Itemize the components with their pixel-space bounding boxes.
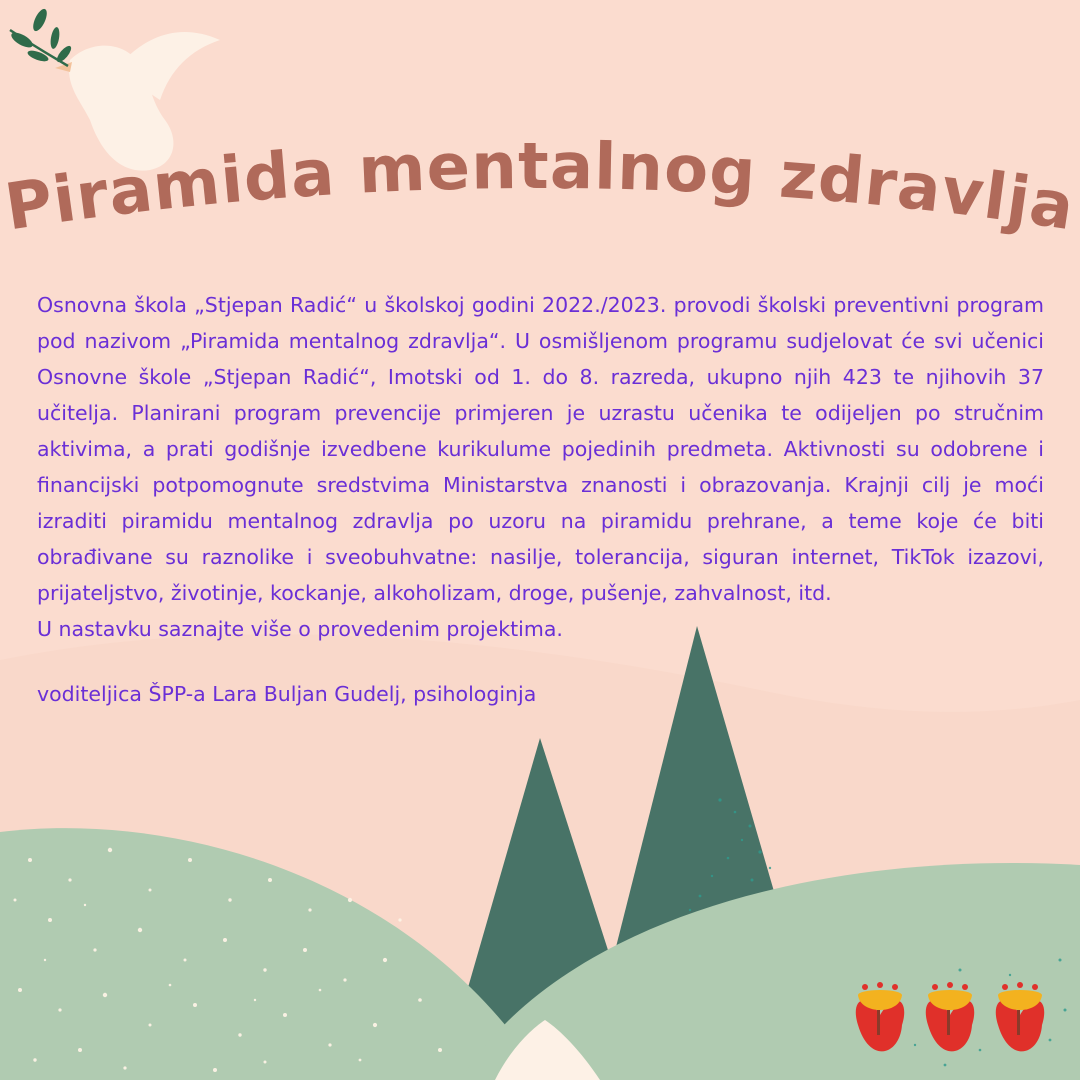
page-title bbox=[1, 130, 1080, 245]
closing-line: U nastavku saznajte više o provedenim projektima. bbox=[37, 617, 563, 641]
description-text: Osnovna škola „Stjepan Radić“ u školskoj godini 2022./2023. provodi školski preventivni program pod nazivom „Piramida mentalnog zdravlja“. U osmišljenom programu sudjelovat će svi učenici Osnovne škole „Stjepan Radić“, Imotski od 1. do 8. razreda, ukupno njih 423 te njihovih 37 učitelja. Planirani program prevencije primjeren je uzrastu učenika te odijeljen po stručnim aktivima, a prati godišnje izvedbene kurikulume pojedinih predmeta. Aktivnosti su odobrene i financijski potpomognute sredstvima Ministarstva znanosti i obrazovanja. Krajnji cilj je moći izraditi piramidu mentalnog zdravlja po uzoru na piramidu prehrane, a teme koje će biti obrađivane su raznolike i sveobuhvatne: nasilje, tolerancija, siguran internet, TikTok izazovi, prijateljstvo, životinje, kockanje, alkoholizam, droge, pušenje, zahvalnost, itd. bbox=[37, 293, 1044, 605]
description-paragraph bbox=[37, 287, 1044, 647]
page-title-text: Piramida mentalnog zdravlja bbox=[0, 129, 1080, 246]
signature-line: voditeljica ŠPP-a Lara Buljan Gudelj, psihologinja bbox=[37, 682, 537, 706]
page-title-svg bbox=[0, 128, 1080, 268]
